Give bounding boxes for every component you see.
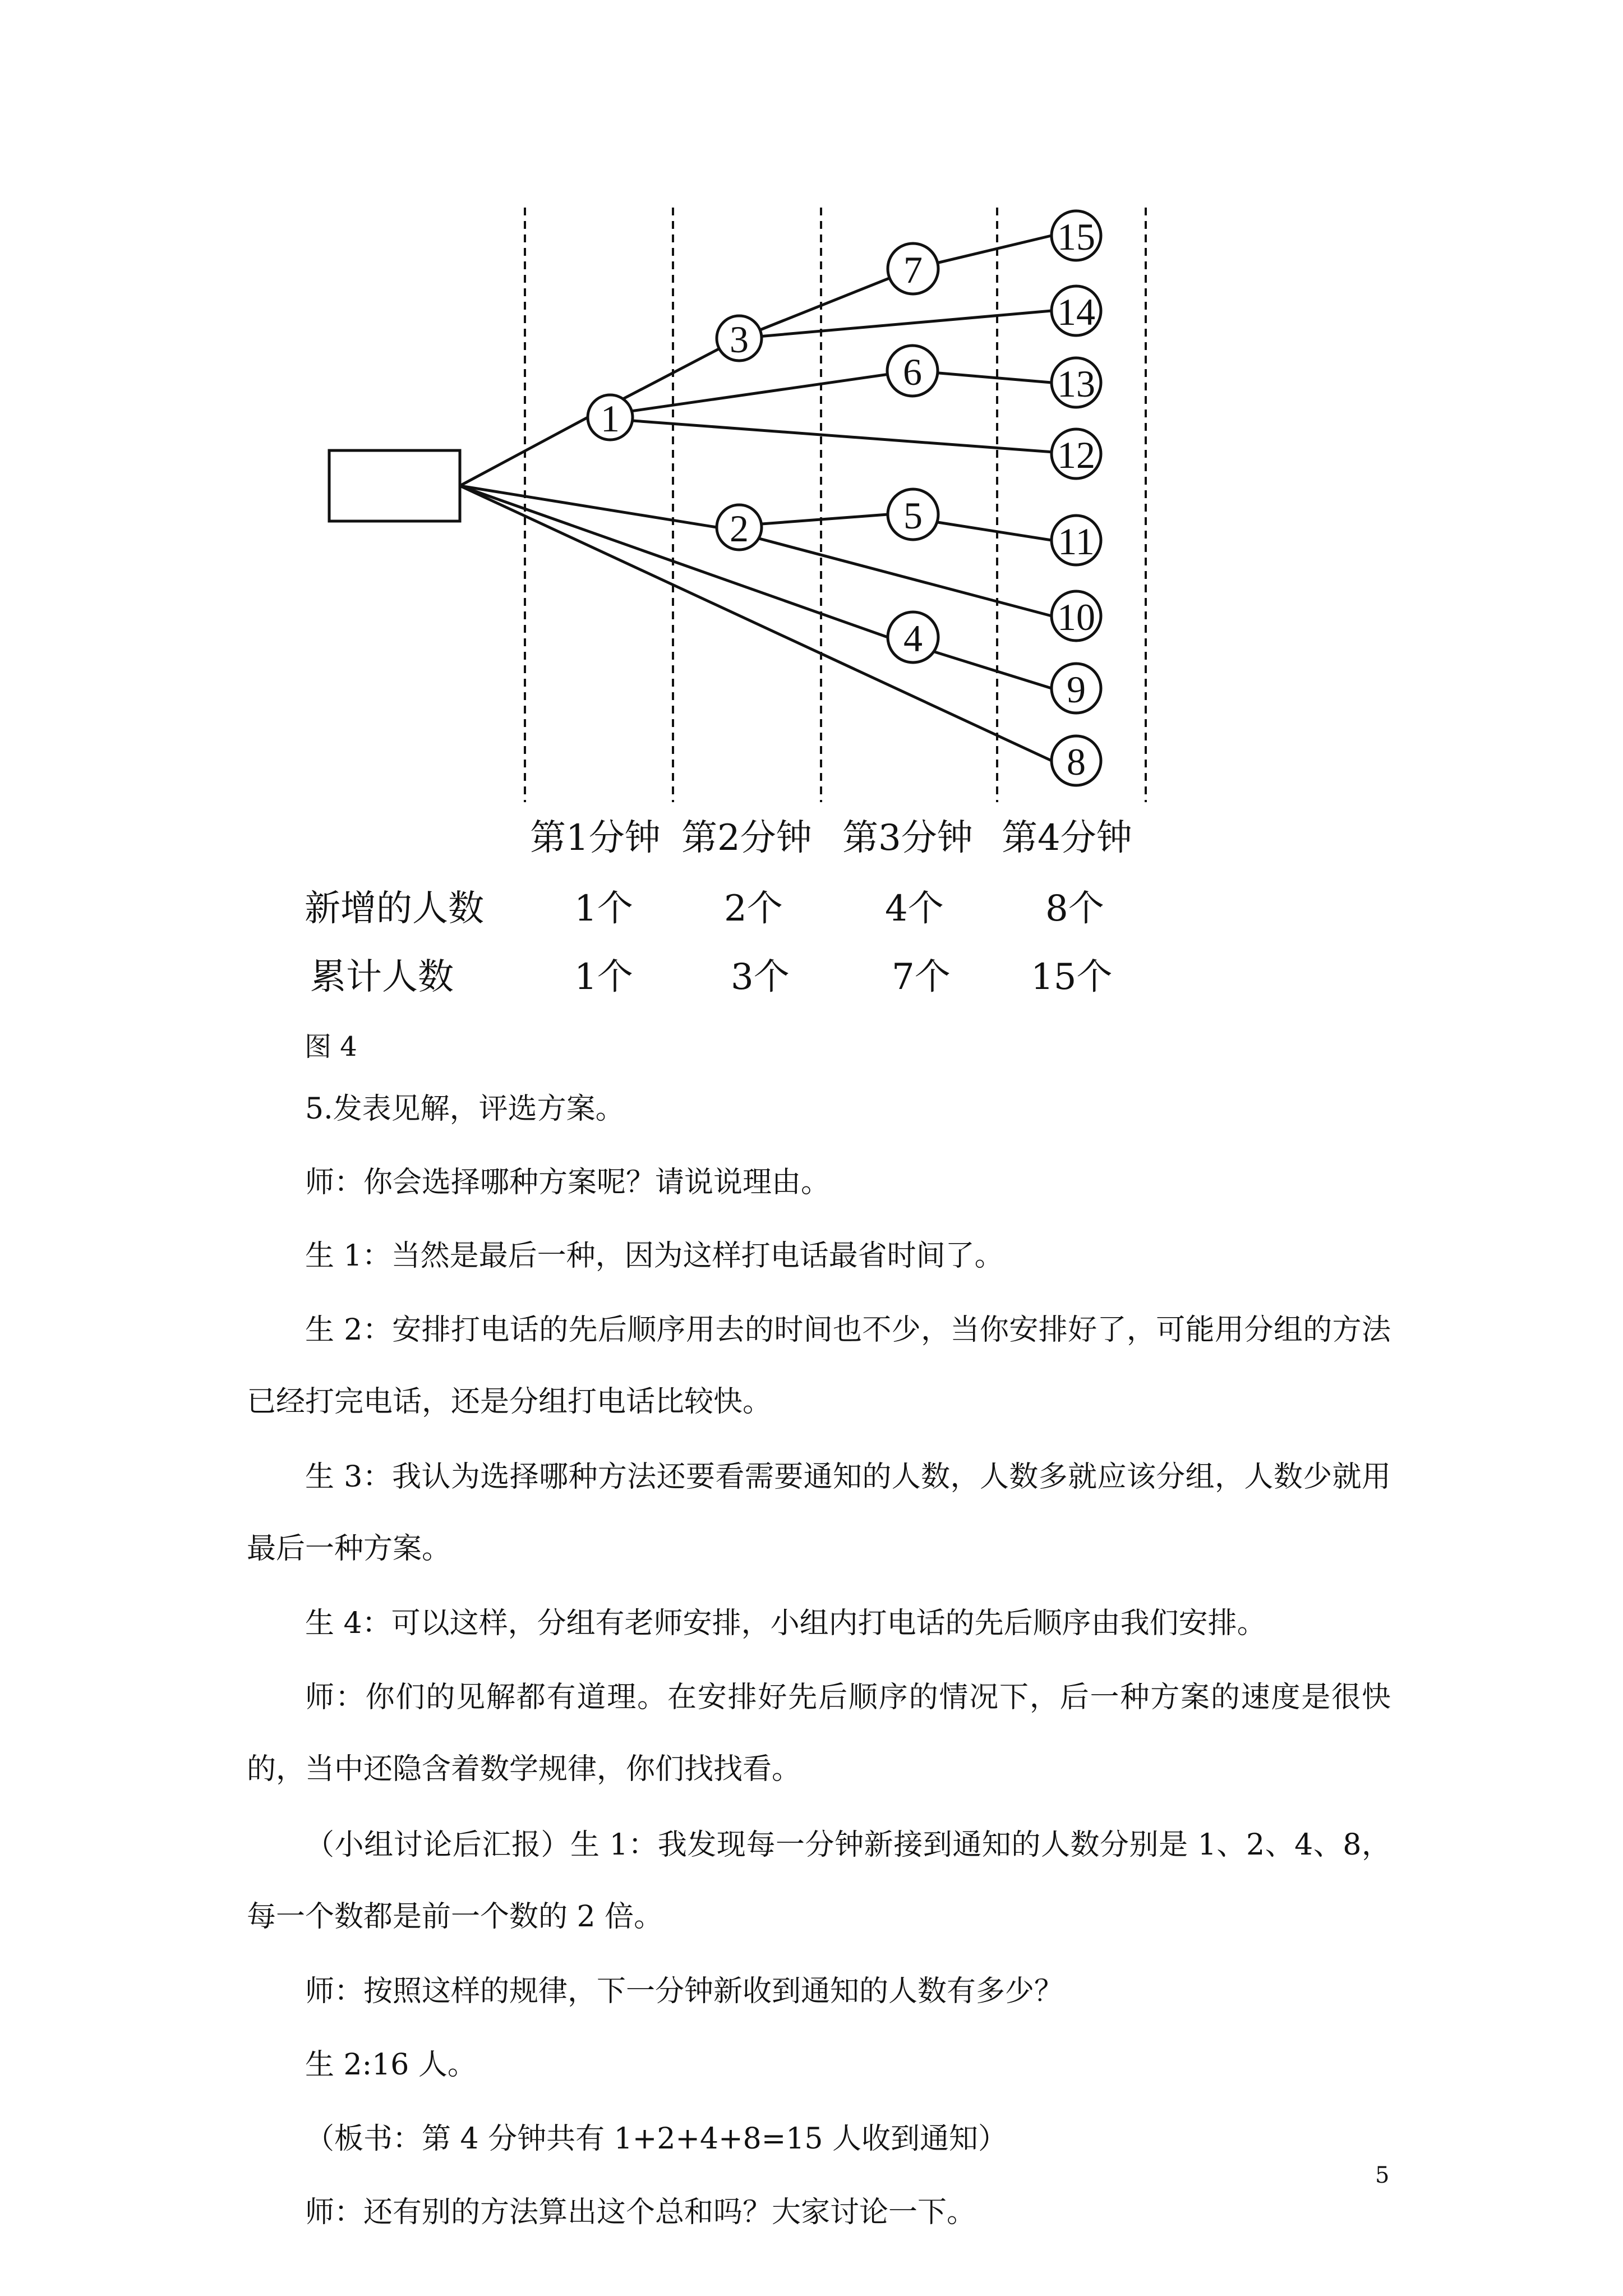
paragraph: 生 1：当然是最后一种，因为这样打电话最省时间了。 xyxy=(305,1239,1004,1273)
call-line xyxy=(588,417,1076,454)
table-cell: 2个 xyxy=(724,888,783,930)
call-line xyxy=(588,371,912,417)
figure-caption: 图 4 xyxy=(305,1031,357,1062)
paragraph: 生 4：可以这样，分组有老师安排，小组内打电话的先后顺序由我们安排。 xyxy=(305,1607,1266,1640)
node-label: 14 xyxy=(1057,291,1095,333)
table-cell: 8个 xyxy=(1045,888,1104,930)
row-label-total: 累计人数 xyxy=(310,956,454,998)
paragraph: 5.发表见解，评选方案。 xyxy=(305,1092,625,1126)
table-cell: 1个 xyxy=(574,956,633,998)
node-label: 2 xyxy=(730,507,749,550)
page-number: 5 xyxy=(1375,2162,1390,2188)
node-label: 10 xyxy=(1057,596,1095,638)
row-label-new: 新增的人数 xyxy=(305,888,484,930)
minute-label: 第2分钟 xyxy=(681,817,812,859)
paragraph: （板书：第 4 分钟共有 1+2+4+8=15 人收到通知） xyxy=(305,2122,1007,2156)
minute-label: 第1分钟 xyxy=(530,817,661,859)
call-line xyxy=(739,269,913,338)
node-label: 9 xyxy=(1067,668,1086,711)
table-cell: 4个 xyxy=(885,888,944,930)
table-cell: 3个 xyxy=(731,956,790,998)
paragraph: 生 2：安排打电话的先后顺序用去的时间也不少，当你安排好了，可能用分组的方法已经打完电话，还是分组打电话比较快。 xyxy=(247,1313,1391,1419)
paragraph: （小组讨论后汇报）生 1：我发现每一分钟新接到通知的人数分别是 1、2、4、8，每一个数都是前一个数的 2 倍。 xyxy=(247,1828,1391,1934)
node-label: 13 xyxy=(1057,362,1095,405)
table-cell: 7个 xyxy=(892,956,951,998)
node-label: 3 xyxy=(730,318,749,361)
node-label: 12 xyxy=(1057,434,1095,476)
teacher-box xyxy=(329,450,460,521)
node-label: 1 xyxy=(601,397,620,440)
minute-label: 第3分钟 xyxy=(842,817,973,859)
node-label: 15 xyxy=(1057,215,1095,258)
node-label: 4 xyxy=(903,617,923,660)
minute-label: 第4分钟 xyxy=(1002,817,1132,859)
call-line xyxy=(460,486,717,527)
node-label: 11 xyxy=(1058,520,1095,563)
node-label: 6 xyxy=(903,351,922,393)
call-line xyxy=(739,311,1052,338)
paragraph: 师：还有别的方法算出这个总和吗？大家讨论一下。 xyxy=(305,2196,976,2229)
table-cell: 15个 xyxy=(1031,956,1113,998)
paragraph: 师：你会选择哪种方案呢？请说说理由。 xyxy=(305,1166,831,1199)
table-cell: 1个 xyxy=(574,888,633,930)
phone-tree-diagram xyxy=(0,0,1623,819)
paragraph: 师：你们的见解都有道理。在安排好先后顺序的情况下，后一种方案的速度是很快的，当中还隐含着数学规律，你们找找看。 xyxy=(247,1681,1391,1786)
paragraph: 生 2:16 人。 xyxy=(305,2048,477,2082)
node-label: 7 xyxy=(903,249,923,291)
paragraph: 生 3：我认为选择哪种方法还要看需要通知的人数，人数多就应该分组，人数少就用最后一种方案。 xyxy=(247,1460,1391,1566)
node-label: 5 xyxy=(903,494,923,537)
call-line xyxy=(717,527,1052,616)
node-label: 8 xyxy=(1067,740,1086,783)
paragraph: 师：按照这样的规律，下一分钟新收到通知的人数有多少？ xyxy=(305,1975,1064,2008)
